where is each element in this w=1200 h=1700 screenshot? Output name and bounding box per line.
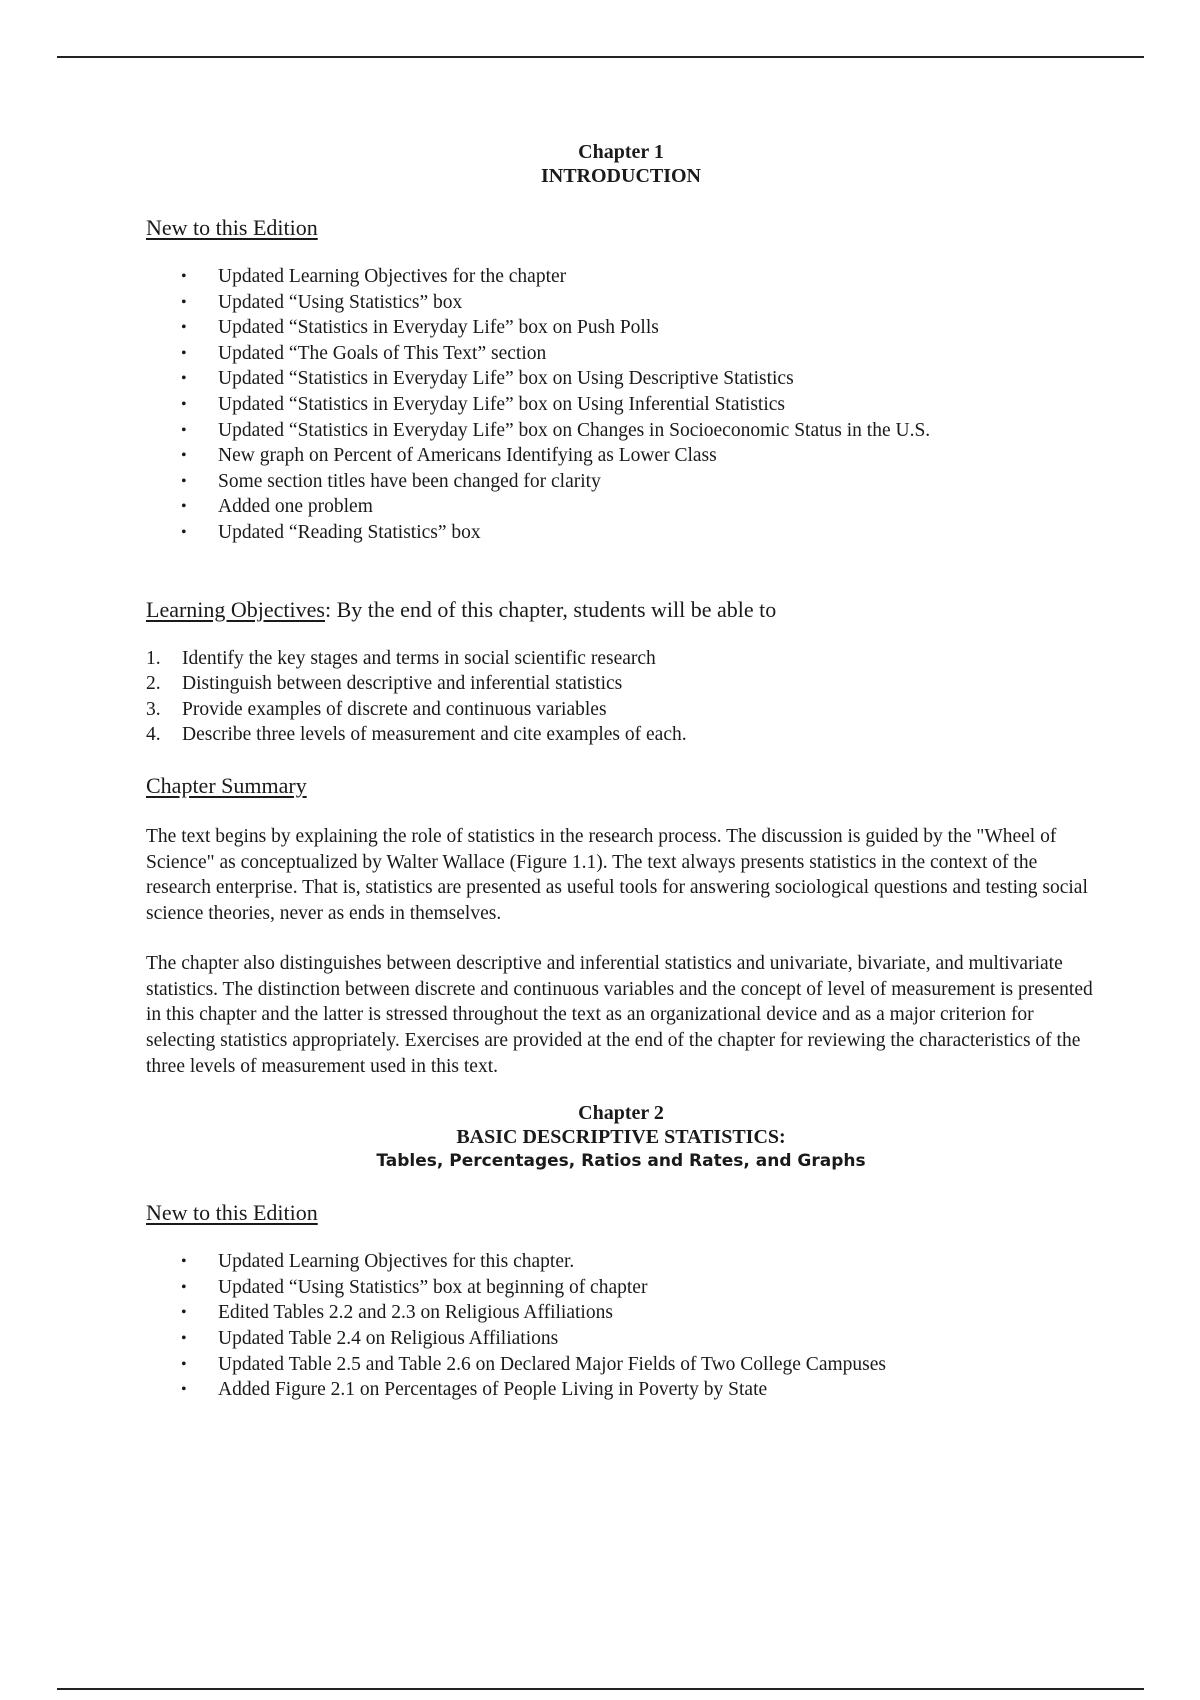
- list-item: • Updated Learning Objectives for the chapter: [181, 266, 567, 287]
- list-item: • Added one problem: [181, 496, 373, 518]
- chapter-2-title: BASIC DESCRIPTIVE STATISTICS:: [456, 1126, 786, 1149]
- list-item: 4. Describe three levels of measurement and cite examples of each.: [146, 724, 687, 746]
- document-page: [146, 140, 1096, 1403]
- list-item: • Updated “Statistics in Everyday Life” box on Using Descriptive Statistics: [181, 368, 794, 390]
- list-item: • Updated Learning Objectives for this chapter.: [181, 1251, 575, 1273]
- list-item: • Updated “Using Statistics” box at beginning of chapter: [181, 1276, 648, 1298]
- list-item: • Added Figure 2.1 on Percentages of People Living in Poverty by State: [181, 1379, 768, 1401]
- chapter-1-new-heading: New to this Edition: [146, 215, 318, 240]
- chapter-1-title: INTRODUCTION: [540, 165, 702, 187]
- list-item: • Updated “Reading Statistics” box: [181, 521, 481, 543]
- chapter-2-new-heading: New to this Edition: [146, 1200, 318, 1226]
- chapter-1-number: Chapter 1: [578, 141, 664, 163]
- list-item: • Updated “Using Statistics” box: [181, 291, 463, 313]
- chapter-summary-paragraph-1: The text begins by explaining the role of statistics in the research process. The discussion is guided by the "Wheel of Science" as conceptualized by Walter Wallace (Figure 1.1). The text always presents statistics in the context of the research enterprise. That is, statistics are presented as useful tools for answering sociological questions and testing social science theories, never as ends in themselves.: [146, 825, 1088, 924]
- list-item: • Updated Table 2.5 and Table 2.6 on Declared Major Fields of Two College Campuses: [181, 1353, 886, 1375]
- learning-objectives-heading: Learning Objectives: By the end of this chapter, students will be able to: [146, 596, 777, 622]
- chapter-1-new-list: [146, 264, 1096, 546]
- chapter-2-new-list: [146, 1249, 1096, 1403]
- list-item: 1. Identify the key stages and terms in social scientific research: [146, 647, 656, 669]
- learning-objectives-list: [146, 646, 1096, 748]
- list-item: • New graph on Percent of Americans Identifying as Lower Class: [181, 445, 717, 467]
- list-item: • Edited Tables 2.2 and 2.3 on Religious Affiliations: [181, 1302, 613, 1324]
- list-item: • Updated “Statistics in Everyday Life” box on Changes in Socioeconomic Status in the U.S.: [181, 419, 931, 441]
- list-item: • Updated Table 2.4 on Religious Affiliations: [181, 1328, 559, 1350]
- list-item: 3. Provide examples of discrete and continuous variables: [146, 698, 607, 720]
- chapter-2-number: Chapter 2: [578, 1102, 664, 1125]
- chapter-summary-paragraph-2: The chapter also distinguishes between descriptive and inferential statistics and univariate, bivariate, and multivariate statistics. The distinction between discrete and continuous variables and the concept of level of measurement is presented in this chapter and the latter is stressed throughout the text as an organizational device and as a major criterion for selecting statistics appropriately. Exercises are provided at the end of the chapter for reviewing the characteristics of the three levels of measurement used in this text.: [146, 953, 1093, 1077]
- list-item: • Some section titles have been changed for clarity: [181, 470, 601, 492]
- list-item: • Updated “Statistics in Everyday Life” box on Using Inferential Statistics: [181, 393, 785, 415]
- list-item: • Updated “The Goals of This Text” section: [181, 342, 547, 364]
- list-item: 2. Distinguish between descriptive and inferential statistics: [146, 673, 623, 695]
- chapter-2-subtitle: Tables, Percentages, Ratios and Rates, and Graphs: [376, 1151, 866, 1172]
- top-rule: [57, 56, 1144, 58]
- bottom-rule: [57, 1688, 1144, 1690]
- list-item: • Updated “Statistics in Everyday Life” box on Push Polls: [181, 317, 659, 339]
- chapter-summary-heading: Chapter Summary: [146, 772, 307, 798]
